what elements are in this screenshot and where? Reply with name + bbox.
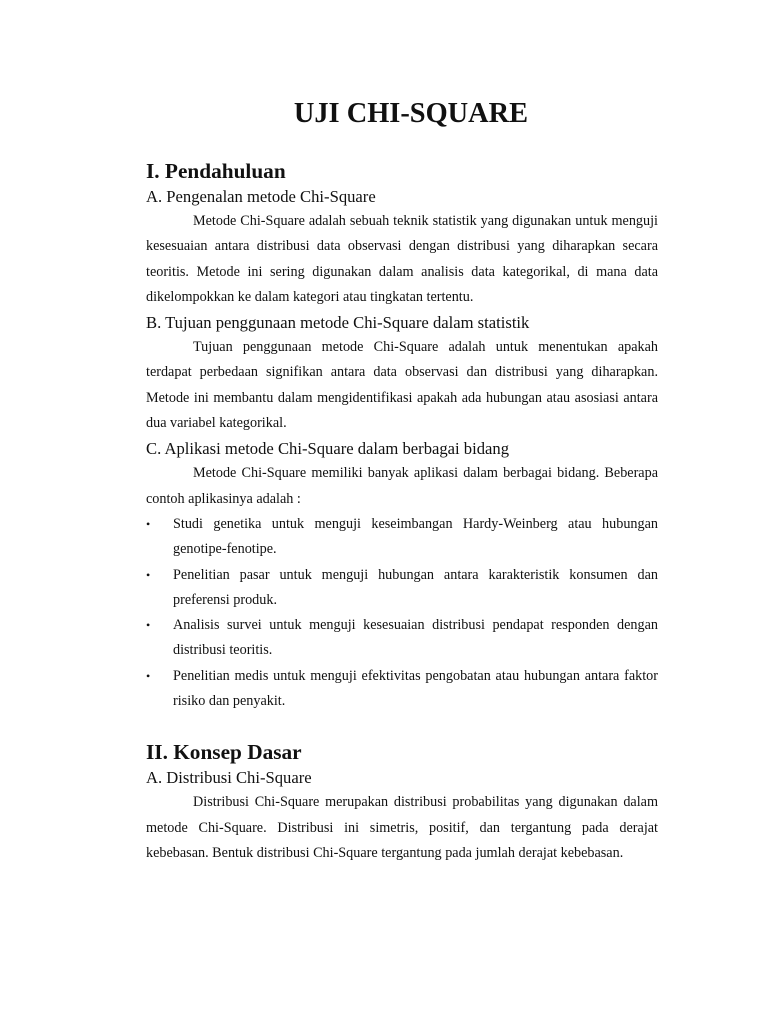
list-item-text: Penelitian medis untuk menguji efektivitas pengobatan atau hubungan antara faktor risiko dan penyakit. (173, 667, 658, 710)
list-item (146, 512, 658, 563)
list-item-text: Analisis survei untuk menguji kesesuaian distribusi pendapat responden dengan distribusi teoritis. (173, 617, 658, 659)
list-item (146, 664, 658, 715)
subheading-distribusi: A. Distribusi Chi-Square (146, 768, 312, 788)
subheading-aplikasi: C. Aplikasi metode Chi-Square dalam berbagai bidang (146, 439, 510, 459)
bullet-icon: • (146, 516, 151, 531)
subheading-tujuan: B. Tujuan penggunaan metode Chi-Square dalam statistik (146, 313, 530, 333)
spacer (146, 126, 658, 159)
document-content (146, 98, 658, 866)
spacer (146, 714, 658, 740)
list-item-text: Penelitian pasar untuk menguji hubungan antara karakteristik konsumen dan preferensi produk. (173, 566, 658, 608)
list-item (146, 563, 658, 614)
paragraph-distribusi: Distribusi Chi-Square merupakan distribusi probabilitas yang digunakan dalam metode Chi-Square. Distribusi ini simetris, positif, dan tergantung pada derajat kebebasan. Bentuk distribusi Chi-Square tergantung pada jumlah derajat kebebasan. (146, 794, 658, 861)
list-item-text: Studi genetika untuk menguji keseimbangan Hardy-Weinberg atau hubungan genotipe-fenotipe. (173, 515, 658, 558)
document-title: UJI CHI-SQUARE (293, 98, 529, 129)
list-item (146, 613, 658, 664)
paragraph-aplikasi: Metode Chi-Square memiliki banyak aplikasi dalam berbagai bidang. Beberapa contoh aplikasinya adalah : (146, 465, 658, 507)
bullet-icon: • (146, 618, 151, 633)
paragraph-pengenalan: Metode Chi-Square adalah sebuah teknik statistik yang digunakan untuk menguji kesesuaian antara distribusi data observasi dengan distribusi yang diharapkan secara teoritis. Metode ini sering digunakan dalam analisis data kategorikal, di mana data dikelompokkan ke dalam kategori atau tingkatan tertentu. (146, 213, 658, 305)
section-heading-pendahuluan: I. Pendahuluan (146, 159, 286, 183)
bullet-icon: • (146, 567, 151, 582)
section-heading-konsep-dasar: II. Konsep Dasar (146, 740, 302, 765)
paragraph-tujuan: Tujuan penggunaan metode Chi-Square adalah untuk menentukan apakah terdapat perbedaan signifikan antara data observasi dan distribusi yang diharapkan. Metode ini membantu dalam mengidentifikasi apakah ada hubungan atau asosiasi antara dua variabel kategorikal. (146, 339, 658, 432)
subheading-pengenalan: A. Pengenalan metode Chi-Square (146, 187, 376, 206)
application-list (146, 512, 658, 714)
bullet-icon: • (146, 668, 151, 683)
